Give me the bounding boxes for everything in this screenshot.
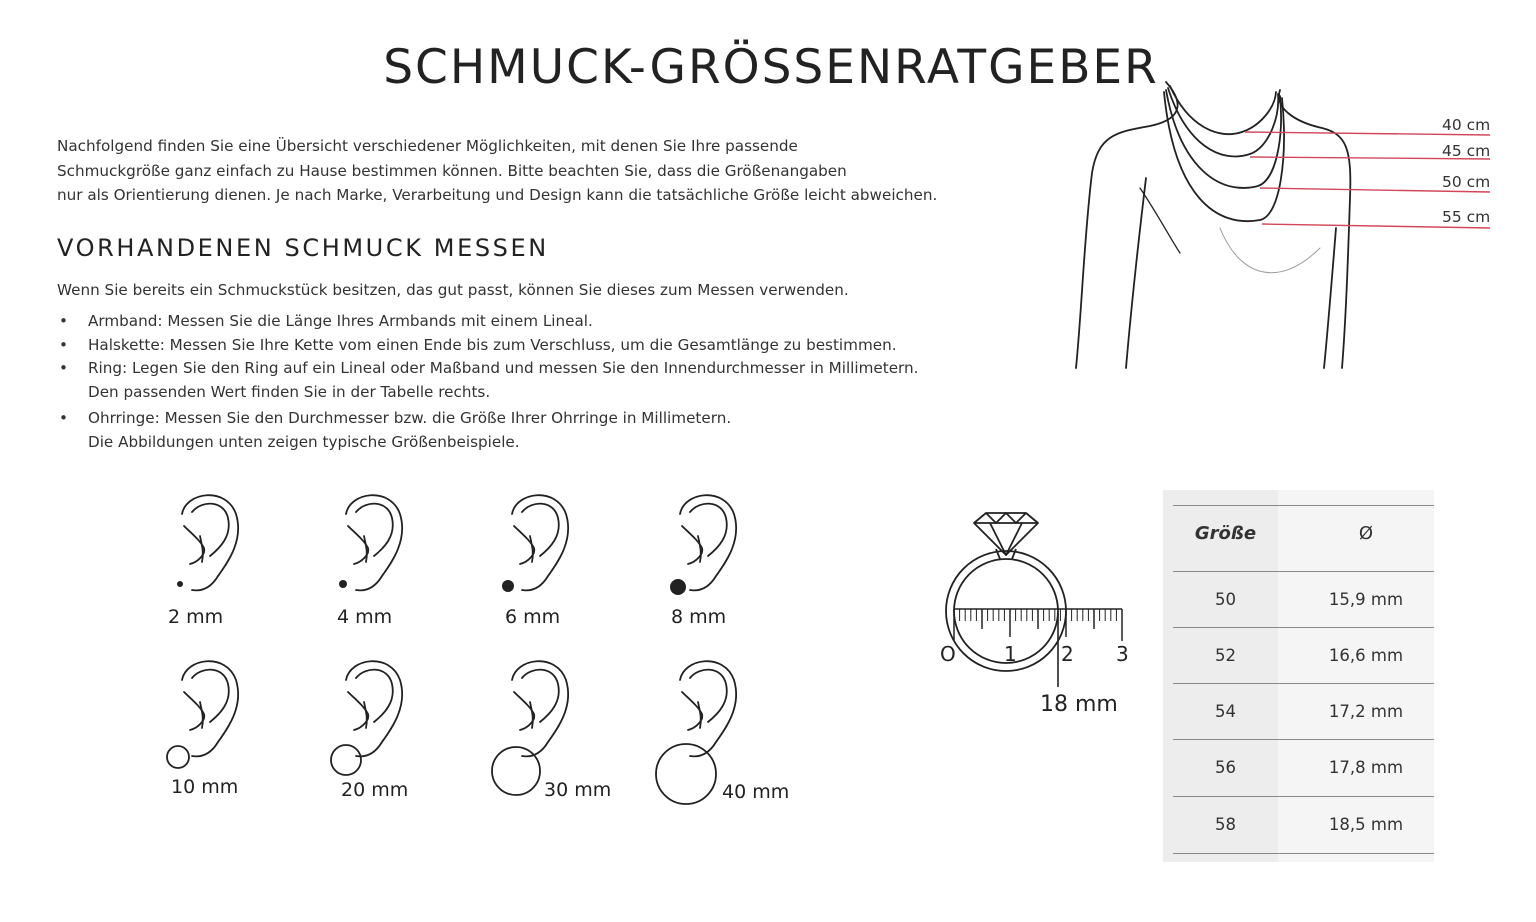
table-row — [1173, 739, 1434, 796]
ruler-number: O — [940, 642, 956, 666]
necklace-length-label: 40 cm — [1442, 116, 1491, 134]
list-item-text: Ring: Legen Sie den Ring auf ein Lineal oder Maßband und messen Sie den Innendurchmesser in Millimetern. — [88, 359, 919, 377]
bullet-icon: • — [59, 335, 68, 354]
ruler-number: 3 — [1116, 642, 1129, 666]
intro-line: nur als Orientierung dienen. Je nach Marke, Verarbeitung und Design kann die tatsächliche Größe leicht abweichen. — [57, 186, 938, 205]
list-item-continuation: Den passenden Wert finden Sie in der Tabelle rechts. — [88, 382, 491, 401]
necklace-length-label: 45 cm — [1442, 142, 1491, 160]
column-header-size: Größe — [1194, 523, 1257, 544]
page-title: SCHMUCK-GRÖSSENRATGEBER — [383, 40, 1159, 95]
necklace-illustration — [1070, 78, 1500, 373]
table-row — [1173, 571, 1434, 628]
table-row — [1173, 683, 1434, 740]
table-row — [1173, 796, 1434, 854]
size-cell: 58 — [1215, 815, 1236, 834]
size-cell: 50 — [1215, 590, 1236, 609]
section-title: VORHANDENEN SCHMUCK MESSEN — [57, 234, 549, 262]
hoop-size-label: 40 mm — [722, 781, 790, 803]
size-cell: 54 — [1215, 702, 1236, 721]
stud-size-label: 4 mm — [337, 606, 393, 628]
column-header-diameter: Ø — [1358, 523, 1374, 544]
ring-size-table — [1163, 490, 1434, 862]
stud-size-label: 6 mm — [505, 606, 561, 628]
diameter-cell: 16,6 mm — [1328, 646, 1404, 665]
diameter-cell: 15,9 mm — [1328, 590, 1404, 609]
ear-hoop-30mm — [492, 661, 568, 795]
diameter-cell: 17,8 mm — [1328, 758, 1404, 777]
stud-size-label: 8 mm — [671, 606, 727, 628]
ear-stud-4mm — [339, 495, 402, 590]
necklace-length-label: 50 cm — [1442, 173, 1491, 191]
ruler-number: 2 — [1061, 642, 1074, 666]
stud-size-label: 2 mm — [168, 606, 224, 628]
diameter-cell: 17,2 mm — [1328, 702, 1404, 721]
section-lead: Wenn Sie bereits ein Schmuckstück besitzen, das gut passt, können Sie dieses zum Messen verwenden. — [57, 281, 849, 299]
ear-hoop-20mm — [331, 661, 402, 775]
list-item-text: Armband: Messen Sie die Länge Ihres Armbands mit einem Lineal. — [88, 312, 593, 330]
necklace-length-label: 55 cm — [1442, 208, 1491, 226]
hoop-size-label: 30 mm — [544, 779, 612, 801]
hoop-size-label: 20 mm — [341, 779, 409, 801]
bullet-icon: • — [59, 312, 68, 330]
ear-hoop-10mm — [167, 661, 238, 768]
intro-line: Nachfolgend finden Sie eine Übersicht verschiedener Möglichkeiten, mit denen Sie Ihre passende — [57, 137, 798, 155]
table-header-row — [1173, 505, 1434, 562]
size-cell: 52 — [1215, 646, 1236, 665]
ring-ruler-illustration — [930, 505, 1140, 695]
table-row — [1173, 627, 1434, 684]
diameter-cell: 18,5 mm — [1328, 815, 1404, 834]
size-cell: 56 — [1215, 758, 1236, 777]
bullet-icon: • — [59, 409, 68, 427]
ear-stud-2mm — [177, 495, 238, 590]
ear-stud-8mm — [670, 495, 736, 595]
list-item-text: Ohrringe: Messen Sie den Durchmesser bzw. die Größe Ihrer Ohrringe in Millimetern. — [88, 409, 732, 427]
bullet-icon: • — [59, 359, 68, 377]
intro-line: Schmuckgröße ganz einfach zu Hause bestimmen können. Bitte beachten Sie, dass die Größenangaben — [57, 161, 847, 180]
hoop-size-label: 10 mm — [171, 776, 239, 798]
list-item-text: Halskette: Messen Sie Ihre Kette vom einen Ende bis zum Verschluss, um die Gesamtlänge zu bestimmen. — [88, 335, 897, 354]
ring-diameter-label: 18 mm — [1040, 692, 1118, 717]
list-item-continuation: Die Abbildungen unten zeigen typische Größenbeispiele. — [88, 432, 520, 451]
ruler-number: 1 — [1004, 642, 1017, 666]
ear-stud-6mm — [502, 495, 568, 592]
